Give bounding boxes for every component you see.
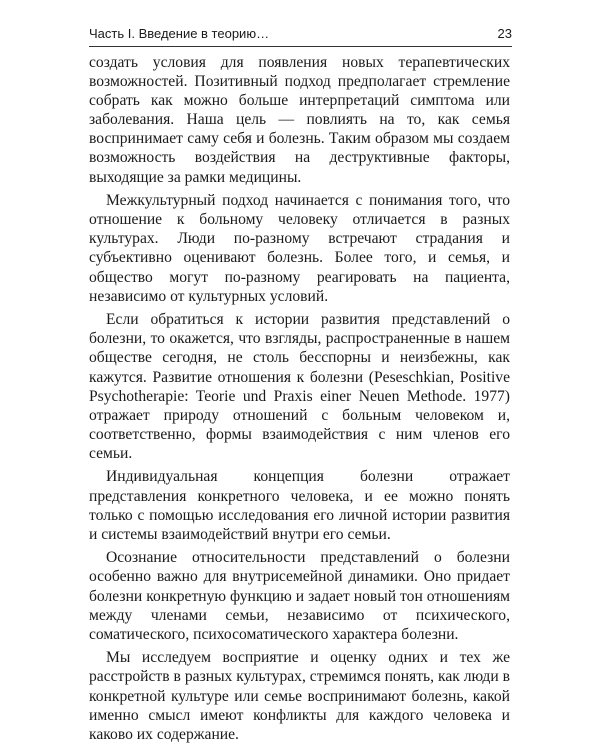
paragraph-2: Межкультурный подход начинается с понимания того, что отношение к больному человеку отличается в разных культурах. Люди по-разному встречают страдания и субъективно оценивают болезнь. Более того, и семья, и общество могут по-разному реагировать на пациента, независимо от культурных условий. [89,192,510,305]
paragraph-4: Индивидуальная концепция болезни отражает представления конкретного человека, и ее можно понять только с помощью исследования его личной истории развития и системы взаимодействий внутри его семьи. [89,468,510,543]
paragraph-1: создать условия для появления новых терапевтических возможностей. Позитивный подход предполагает стремление собрать как можно больше интерпретаций симптома или заболевания. Наша цель — повлиять на то, как семья воспринимает саму себя и болезнь. Таким образом мы создаем возможность воздействия на деструктивные факторы, выходящие за рамки медицины. [89,54,510,186]
paragraph-3: Если обратиться к истории развития представлений о болезни, то окажется, что взгляды, распространенные в нашем обществе сегодня, не столь бесспорны и неизбежны, как кажутся. Развитие отношения к болезни (Peseschkian, Positive Psychotherapie: Teorie und Praxis einer Neuen Methode. 1977) отражает природу отношений с больным человеком и, соответственно, формы взаимодействия с ним членов его семьи. [89,311,510,462]
paragraph-5: Осознание относительности представлений о болезни особенно важно для внутрисемейной динамики. Оно придает болезни конкретную функцию и задает новый тон отношениям между членами семьи, независимо от психического, соматического, психосоматического характера болезни. [89,549,510,643]
paragraph-6: Мы исследуем восприятие и оценку одних и тех же расстройств в разных культурах, стремимся понять, как люди в конкретной культуре или семье воспринимают болезнь, какой именно смысл имеют конфликты для каждого человека и каково их содержание. [89,649,510,743]
body-text [89,53,510,748]
running-head-title: Часть I. Введение в теорию… [89,25,270,41]
page-number: 23 [497,25,512,41]
header-rule [89,46,512,47]
running-head [89,24,512,42]
